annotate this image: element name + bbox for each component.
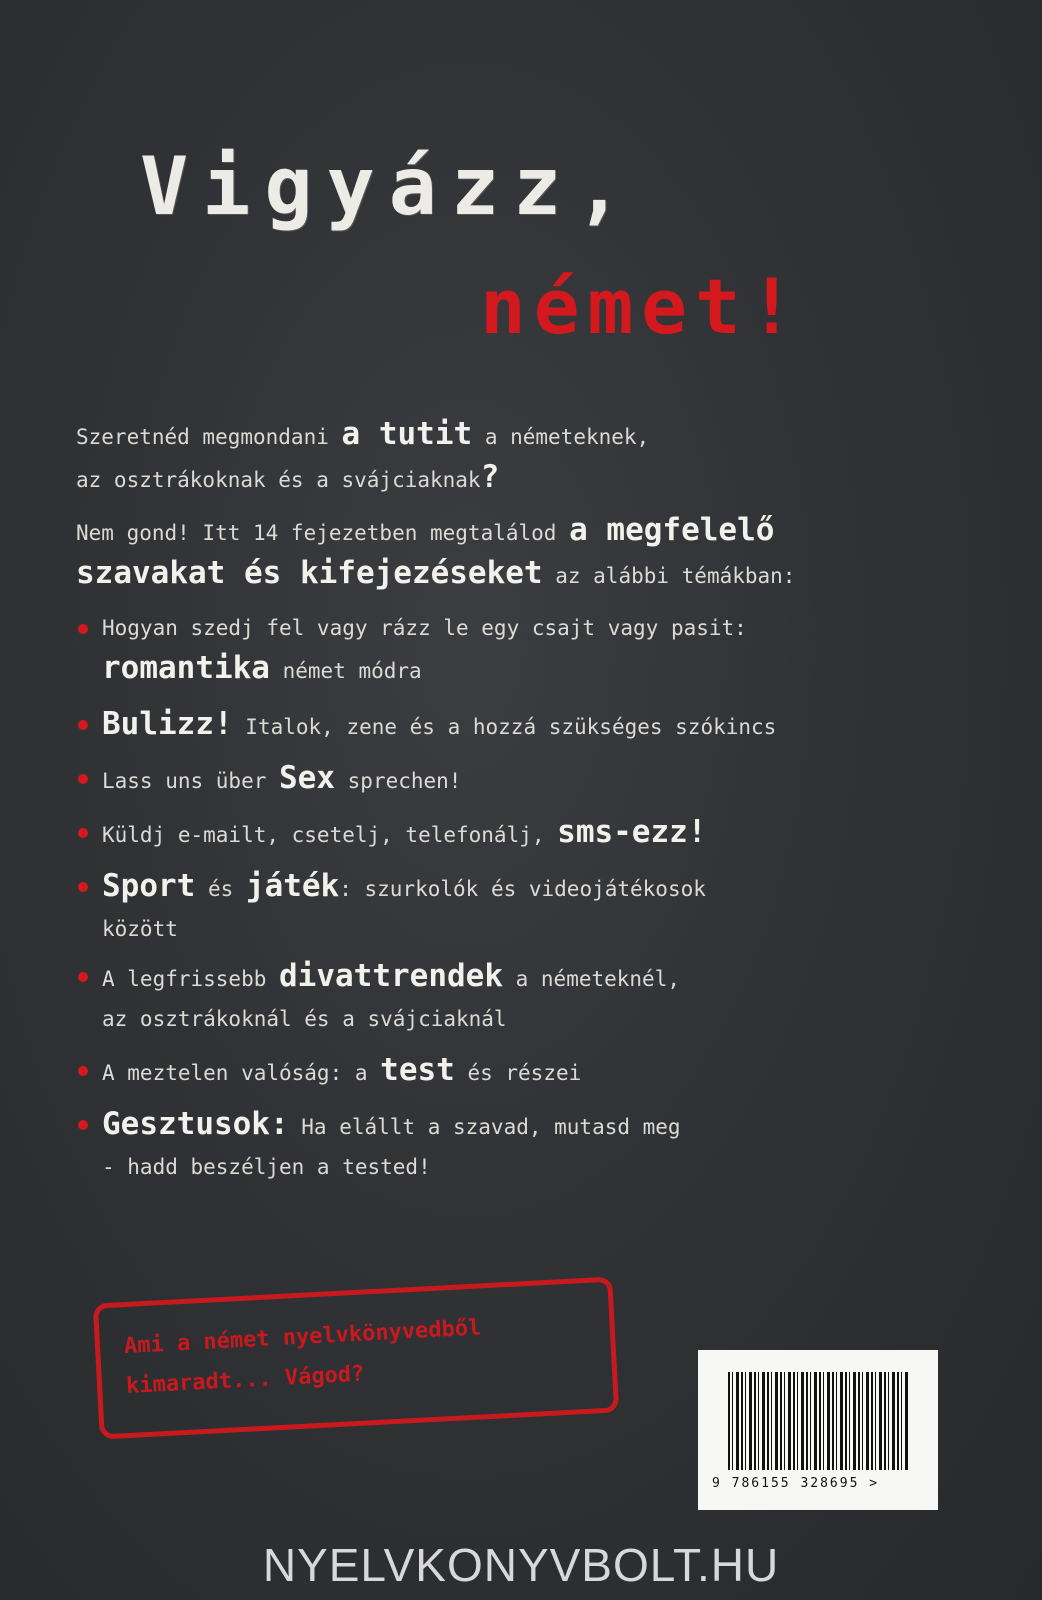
bullet-item-romance (78, 608, 982, 691)
bullet-text: között (102, 917, 178, 941)
bullet-text: A legfrissebb (102, 967, 280, 991)
intro-text: Nem gond! Itt 14 fejezetben megtalálod (76, 521, 570, 545)
bullet-emphasis: játék (245, 868, 340, 904)
bullet-text: Hogyan szedj fel vagy rázz le egy csajt vagy pasit: (102, 616, 747, 640)
bullet-text: : szurkolók és videojátékosok (339, 877, 706, 901)
intro-emphasis: szavakat és kifejezéseket (76, 555, 543, 591)
bullet-dot-icon (78, 774, 88, 784)
intro-text: az osztrákoknak és a svájciaknak (76, 468, 481, 492)
barcode-icon (728, 1372, 908, 1470)
intro-emphasis: a tutit (341, 416, 473, 452)
bullet-text: a németeknél, (502, 967, 680, 991)
intro-paragraph-1 (76, 414, 976, 500)
bullet-dot-icon (78, 624, 88, 634)
red-stamp (93, 1276, 619, 1439)
bullet-text: az osztrákoknál és a svájciaknál (102, 1007, 507, 1031)
bullet-emphasis: test (380, 1052, 455, 1088)
watermark: NYELVKONYVBOLT.HU (262, 1539, 780, 1591)
isbn-number: 9 786155 328695 > (712, 1476, 880, 1491)
intro-text: a németeknek, (472, 425, 650, 449)
bullet-dot-icon (78, 828, 88, 838)
bullet-text: Küldj e-mailt, csetelj, telefonálj, (102, 823, 558, 847)
bullet-text: Lass uns über (102, 769, 280, 793)
bullet-item-fashion (78, 956, 982, 1039)
bullet-dot-icon (78, 720, 88, 730)
bullet-dot-icon (78, 1066, 88, 1076)
stamp-line-2: kimaradt... Vágod? (125, 1361, 365, 1400)
bullet-emphasis: Sex (279, 760, 336, 796)
bullet-text: és részei (454, 1061, 582, 1085)
bullet-emphasis: Sport (102, 868, 196, 904)
intro-question-mark: ? (480, 459, 500, 495)
stamp-line-1: Ami a német nyelvkönyvedből (123, 1315, 482, 1360)
bullet-text: német módra (269, 659, 422, 683)
bullet-item-party (78, 704, 982, 747)
intro-text: az alábbi témákban: (542, 564, 796, 588)
bullet-dot-icon (78, 882, 88, 892)
title-line-1: Vigyázz, (140, 140, 638, 233)
bullet-emphasis: romantika (102, 650, 270, 686)
bullet-text: és (195, 877, 246, 901)
intro-text: Szeretnéd megmondani (76, 425, 342, 449)
bullet-emphasis: sms-ezz! (557, 814, 707, 850)
intro-paragraph-2 (76, 510, 976, 596)
bullet-text: - hadd beszéljen a tested! (102, 1155, 431, 1179)
bullet-text: sprechen! (335, 769, 462, 793)
intro-emphasis: a megfelelő (569, 512, 775, 548)
bullet-emphasis: Gesztusok: (102, 1106, 289, 1142)
barcode-label (698, 1350, 938, 1510)
bullet-text: Ha elállt a szavad, mutasd meg (288, 1115, 681, 1139)
bullet-text: A meztelen valóság: a (102, 1061, 381, 1085)
stamp-text (123, 1303, 597, 1407)
bullet-item-gestures (78, 1104, 982, 1187)
bullet-emphasis: divattrendek (279, 958, 503, 994)
bullet-dot-icon (78, 1120, 88, 1130)
bullet-item-communication (78, 812, 982, 855)
bullet-text: Italok, zene és a hozzá szükséges szókincs (232, 715, 777, 739)
bullet-item-sport (78, 866, 982, 949)
bullet-dot-icon (78, 972, 88, 982)
bullet-item-body (78, 1050, 982, 1093)
bullet-emphasis: Bulizz! (102, 706, 233, 742)
title-line-2: német! (480, 262, 803, 351)
bullet-item-sex (78, 758, 982, 801)
